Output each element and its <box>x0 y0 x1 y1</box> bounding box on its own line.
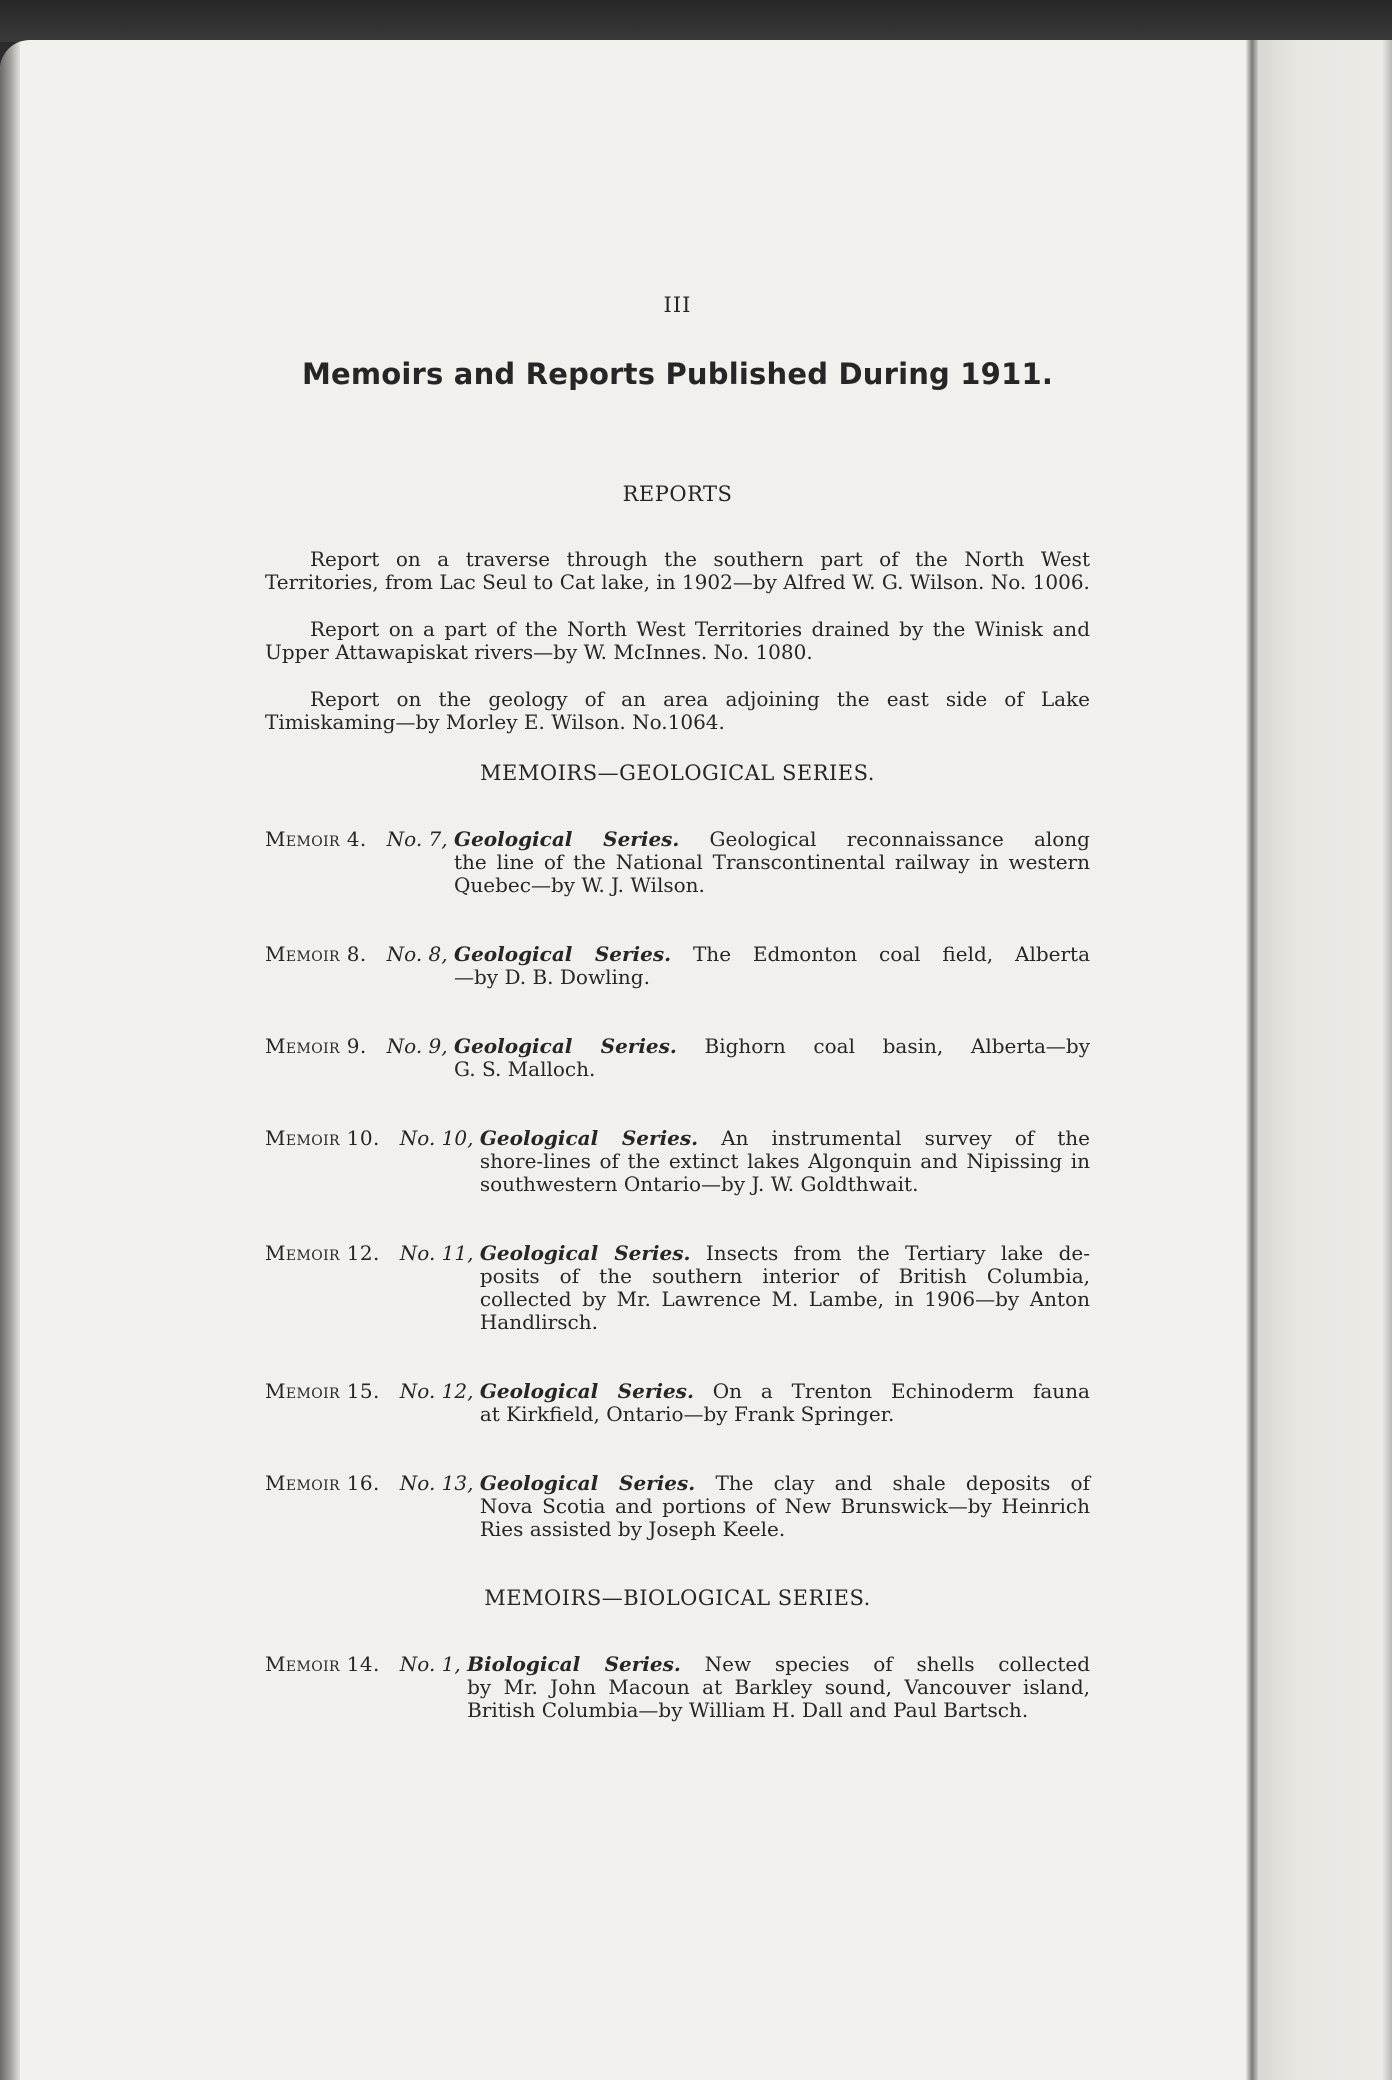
memoir-description: Geological Series. On a Trenton Echinoderm fauna at Kirkfield, Ontario—by Frank Springer. <box>479 1379 1090 1426</box>
page-number: III <box>663 293 692 317</box>
report-entry: Report on the geology of an area adjoining the east side of Lake Timiskaming—by Morley E. Wilson. No.1064. <box>265 687 1090 734</box>
memoir-entry <box>265 1653 1090 1722</box>
geological-series-heading: MEMOIRS—GEOLOGICAL SERIES. <box>480 761 875 785</box>
report-entry: Report on a part of the North West Territories drained by the Winisk and Upper Attawapiskat rivers—by W. McInnes. No. 1080. <box>265 617 1090 664</box>
page-right-edge <box>1382 40 1392 2080</box>
memoir-label: Memoir 16. No. 13, <box>265 1471 474 1495</box>
memoir-description: Geological Series. The Edmonton coal field, Alberta —by D. B. Dowling. <box>453 942 1090 989</box>
memoir-description: Biological Series. New species of shells collected by Mr. John Macoun at Barkley sound, Vancouver island, British Columbia—by William H. Dall and Paul Bartsch. <box>467 1652 1091 1722</box>
reports-heading: REPORTS <box>622 482 733 506</box>
memoir-entry <box>265 828 1090 897</box>
memoir-entry <box>265 943 1090 989</box>
memoir-label: Memoir 15. No. 12, <box>265 1379 474 1403</box>
scanner-background <box>0 0 1392 42</box>
page-title: Memoirs and Reports Published During 1911. <box>301 357 1054 391</box>
memoir-description: Geological Series. The clay and shale deposits of Nova Scotia and portions of New Brunswick—by Heinrich Ries assisted by Joseph Keele. <box>479 1471 1090 1541</box>
memoir-description: Geological Series. Insects from the Tertiary lake de- posits of the southern interior of British Columbia, collected by Mr. Lawrence M. Lambe, in 1906—by Anton Handlirsch. <box>479 1241 1090 1334</box>
biological-series-heading: MEMOIRS—BIOLOGICAL SERIES. <box>484 1586 871 1610</box>
facing-page-edge <box>1258 40 1392 2080</box>
memoir-description: Geological Series. An instrumental survey of the shore-lines of the extinct lakes Algonquin and Nipissing in southwestern Ontario—by J. W. Goldthwait. <box>479 1126 1090 1196</box>
memoir-entry <box>265 1380 1090 1426</box>
report-entry: Report on a traverse through the southern part of the North West Territories, from Lac Seul to Cat lake, in 1902—by Alfred W. G. Wilson. No. 1006. <box>265 547 1090 594</box>
memoir-label: Memoir 4. No. 7, <box>265 827 448 851</box>
page-content <box>265 294 1090 1768</box>
memoir-label: Memoir 14. No. 1, <box>265 1652 461 1676</box>
memoir-label: Memoir 10. No. 10, <box>265 1126 474 1150</box>
memoir-description: Geological Series. Geological reconnaissance along the line of the National Transcontinental railway in western Quebec—by W. J. Wilson. <box>453 827 1090 897</box>
page-left-edge <box>0 40 20 2080</box>
memoir-label: Memoir 9. No. 9, <box>265 1034 448 1058</box>
memoir-entry <box>265 1242 1090 1334</box>
memoir-entry <box>265 1035 1090 1081</box>
memoir-entry <box>265 1127 1090 1196</box>
memoir-label: Memoir 12. No. 11, <box>265 1241 474 1265</box>
memoir-entry <box>265 1472 1090 1541</box>
memoir-description: Geological Series. Bighorn coal basin, Alberta—by G. S. Malloch. <box>453 1034 1090 1081</box>
memoir-label: Memoir 8. No. 8, <box>265 942 448 966</box>
binding-gutter <box>1246 40 1258 2080</box>
